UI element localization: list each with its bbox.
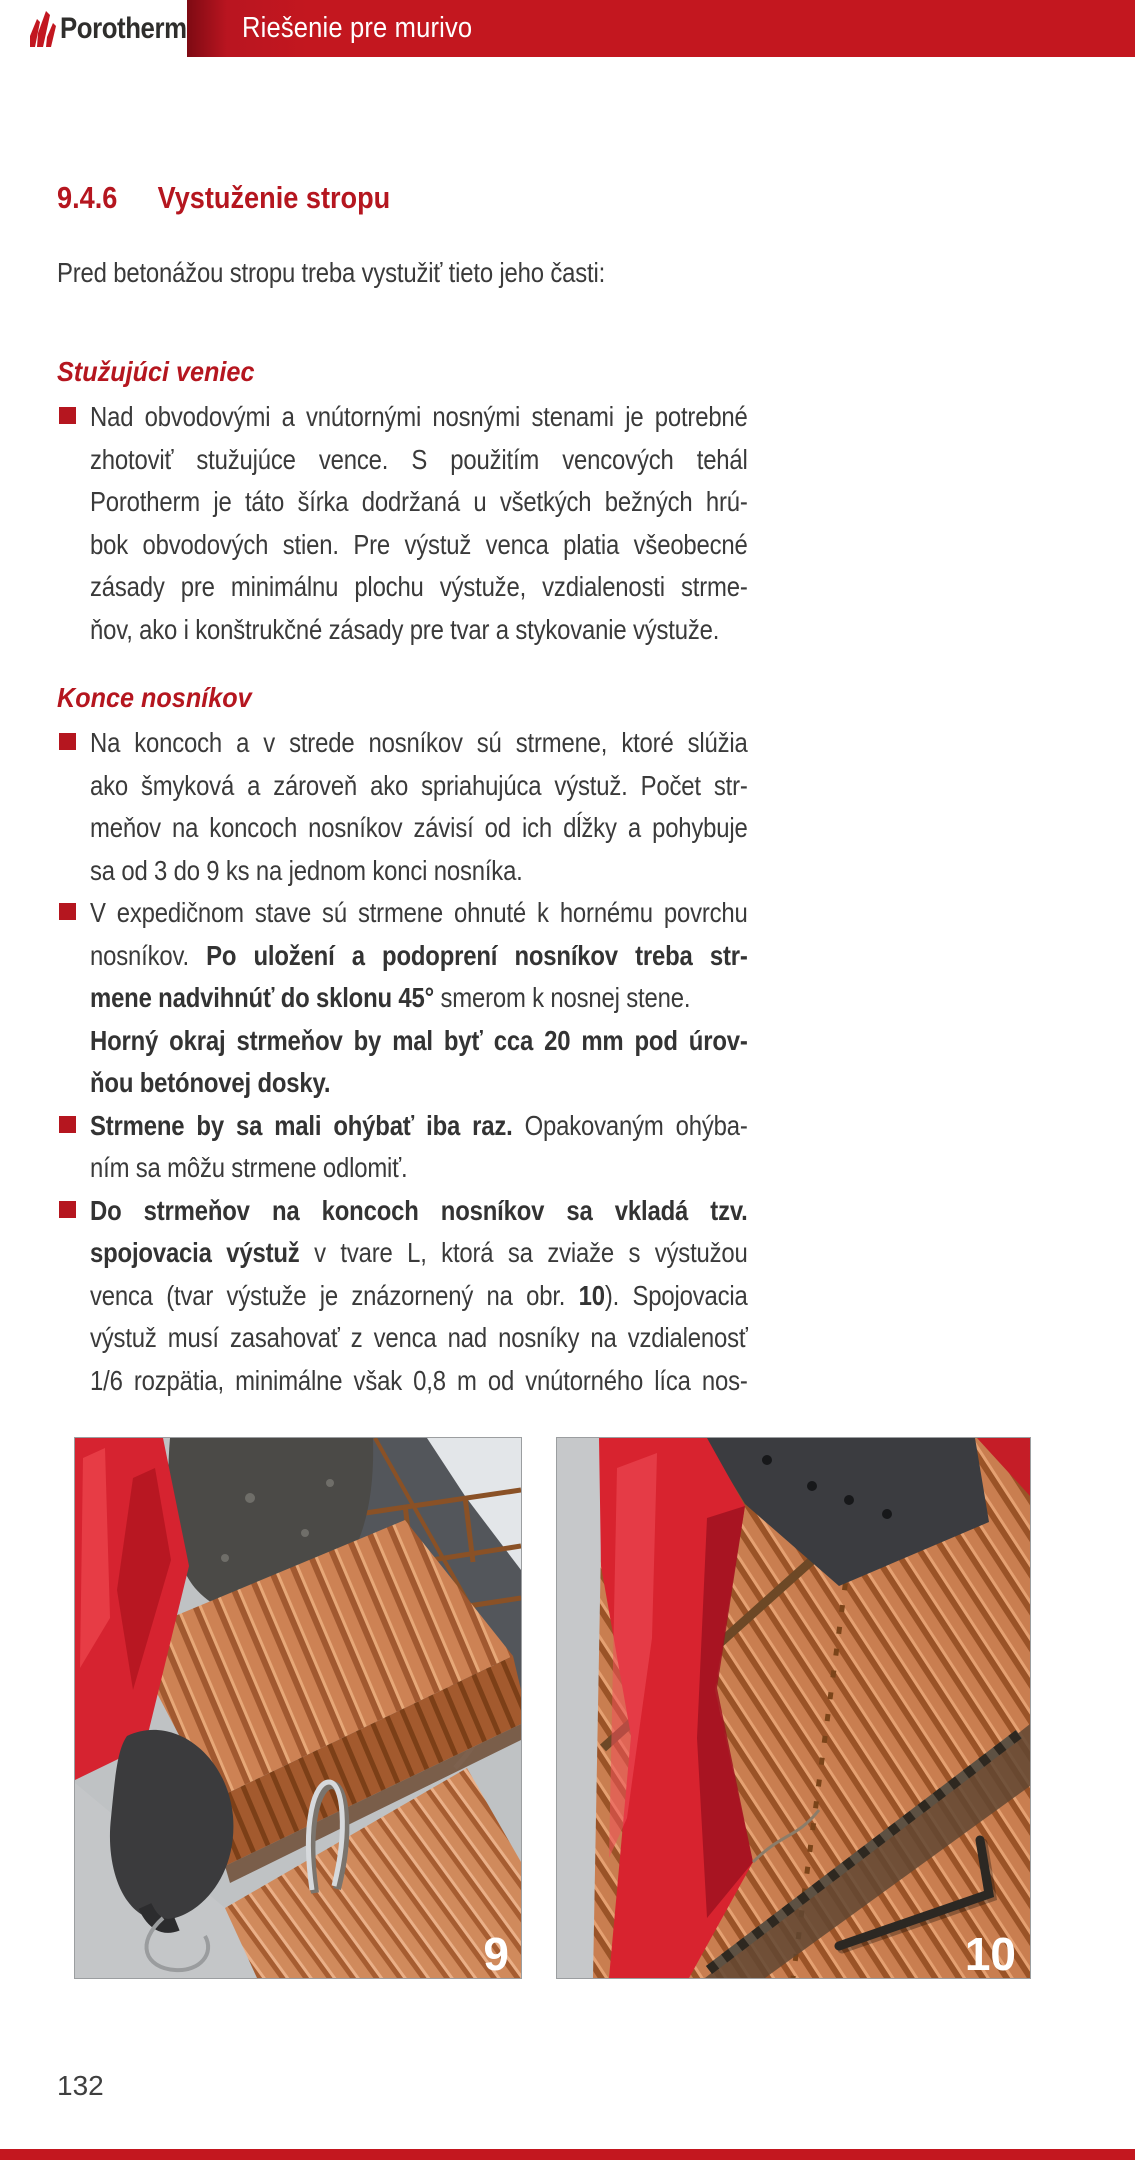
bullet-group-2: [57, 722, 797, 1402]
bullet-square-icon: [59, 1201, 76, 1218]
text-line: spojovacia výstuž v tvare L, ktorá sa zviaže s výstužou: [90, 1237, 748, 1268]
section-number: 9.4.6: [57, 180, 118, 215]
porotherm-logo-icon: [30, 11, 56, 47]
text-line: Strmene by sa mali ohýbať iba raz. Opakovaným ohýba-: [90, 1109, 748, 1141]
text-line: ním sa môžu strmene odlomiť.: [90, 1152, 408, 1183]
header-banner: [187, 0, 1135, 57]
section-heading: [57, 180, 390, 216]
text-line: 1/6 rozpätia, minimálne však 0,8 m od vnútorného líca nos-: [90, 1364, 748, 1396]
banner-title: Riešenie pre murivo: [242, 12, 473, 44]
figure-label: 10: [964, 1928, 1016, 1978]
footer-red-bar: [0, 2149, 1135, 2160]
text-line: ňou betónovej dosky.: [90, 1067, 331, 1098]
figure-10-illustration: [557, 1438, 1030, 1978]
bullet-item: [57, 1105, 797, 1190]
bullet-square-icon: [59, 407, 76, 424]
figure-label: 9: [483, 1928, 509, 1978]
text-line: Pred betonážou stropu treba vystužiť tieto jeho časti:: [57, 257, 606, 288]
bullet-square-icon: [59, 903, 76, 920]
text-line: Do strmeňov na koncoch nosníkov sa vkladá tzv.: [90, 1194, 748, 1226]
text-line: ako šmyková a zároveň ako spriahujúca výstuž. Počet str-: [90, 769, 748, 801]
text-line: výstuž musí zasahovať z venca nad nosníky na vzdialenosť: [90, 1322, 748, 1353]
bullet-item: [57, 396, 797, 651]
text-line: meňov na koncoch nosníkov závisí od ich dĺžky a pohybuje: [90, 812, 748, 843]
text-line: Nad obvodovými a vnútornými nosnými stenami je potrebné: [90, 401, 748, 432]
figure-10-photo: [557, 1438, 1030, 1978]
bullet-item: [57, 722, 797, 892]
subheading-konce-nosnikov: Konce nosníkov: [57, 682, 252, 713]
text-line: zásady pre minimálnu plochu výstuže, vzdialenosti strme-: [90, 571, 748, 602]
text-line: Na koncoch a v strede nosníkov sú strmene, ktoré slúžia: [90, 727, 748, 758]
logo-text: Porotherm: [60, 11, 187, 45]
section-title: Vystuženie stropu: [157, 180, 391, 215]
intro-paragraph: [57, 252, 828, 295]
bullet-item: [57, 892, 797, 1105]
logo-area: [0, 0, 187, 57]
text-line: zhotoviť stužujúce vence. S použitím vencových tehál: [90, 443, 748, 475]
text-line: bok obvodových stien. Pre výstuž venca platia všeobecné: [90, 528, 748, 560]
bullet-item: [57, 1190, 797, 1403]
text-line: sa od 3 do 9 ks na jednom konci nosníka.: [90, 854, 523, 886]
text-line: V expedičnom stave sú strmene ohnuté k hornému povrchu: [90, 897, 748, 928]
figure-9-illustration: [75, 1438, 521, 1978]
text-line: nosníkov. Po uložení a podoprení nosníkov treba str-: [90, 939, 748, 971]
text-line: mene nadvihnúť do sklonu 45° smerom k nosnej stene.: [90, 982, 691, 1013]
text-line: Horný okraj strmeňov by mal byť cca 20 mm pod úrov-: [90, 1024, 748, 1056]
page-number: 132: [57, 2070, 104, 2101]
page-header: [0, 0, 1135, 57]
text-line: venca (tvar výstuže je znázornený na obr. 10). Spojovacia: [90, 1279, 748, 1311]
subheading-stuzujuci-veniec: Stužujúci veniec: [57, 356, 255, 387]
text-line: ňov, ako i konštrukčné zásady pre tvar a stykovanie výstuže.: [90, 613, 720, 645]
text-line: Porotherm je táto šírka dodržaná u všetkých bežných hrú-: [90, 486, 748, 517]
bullet-square-icon: [59, 1116, 76, 1133]
bullet-square-icon: [59, 733, 76, 750]
figure-9-photo: [75, 1438, 521, 1978]
bullet-group-1: [57, 396, 797, 651]
